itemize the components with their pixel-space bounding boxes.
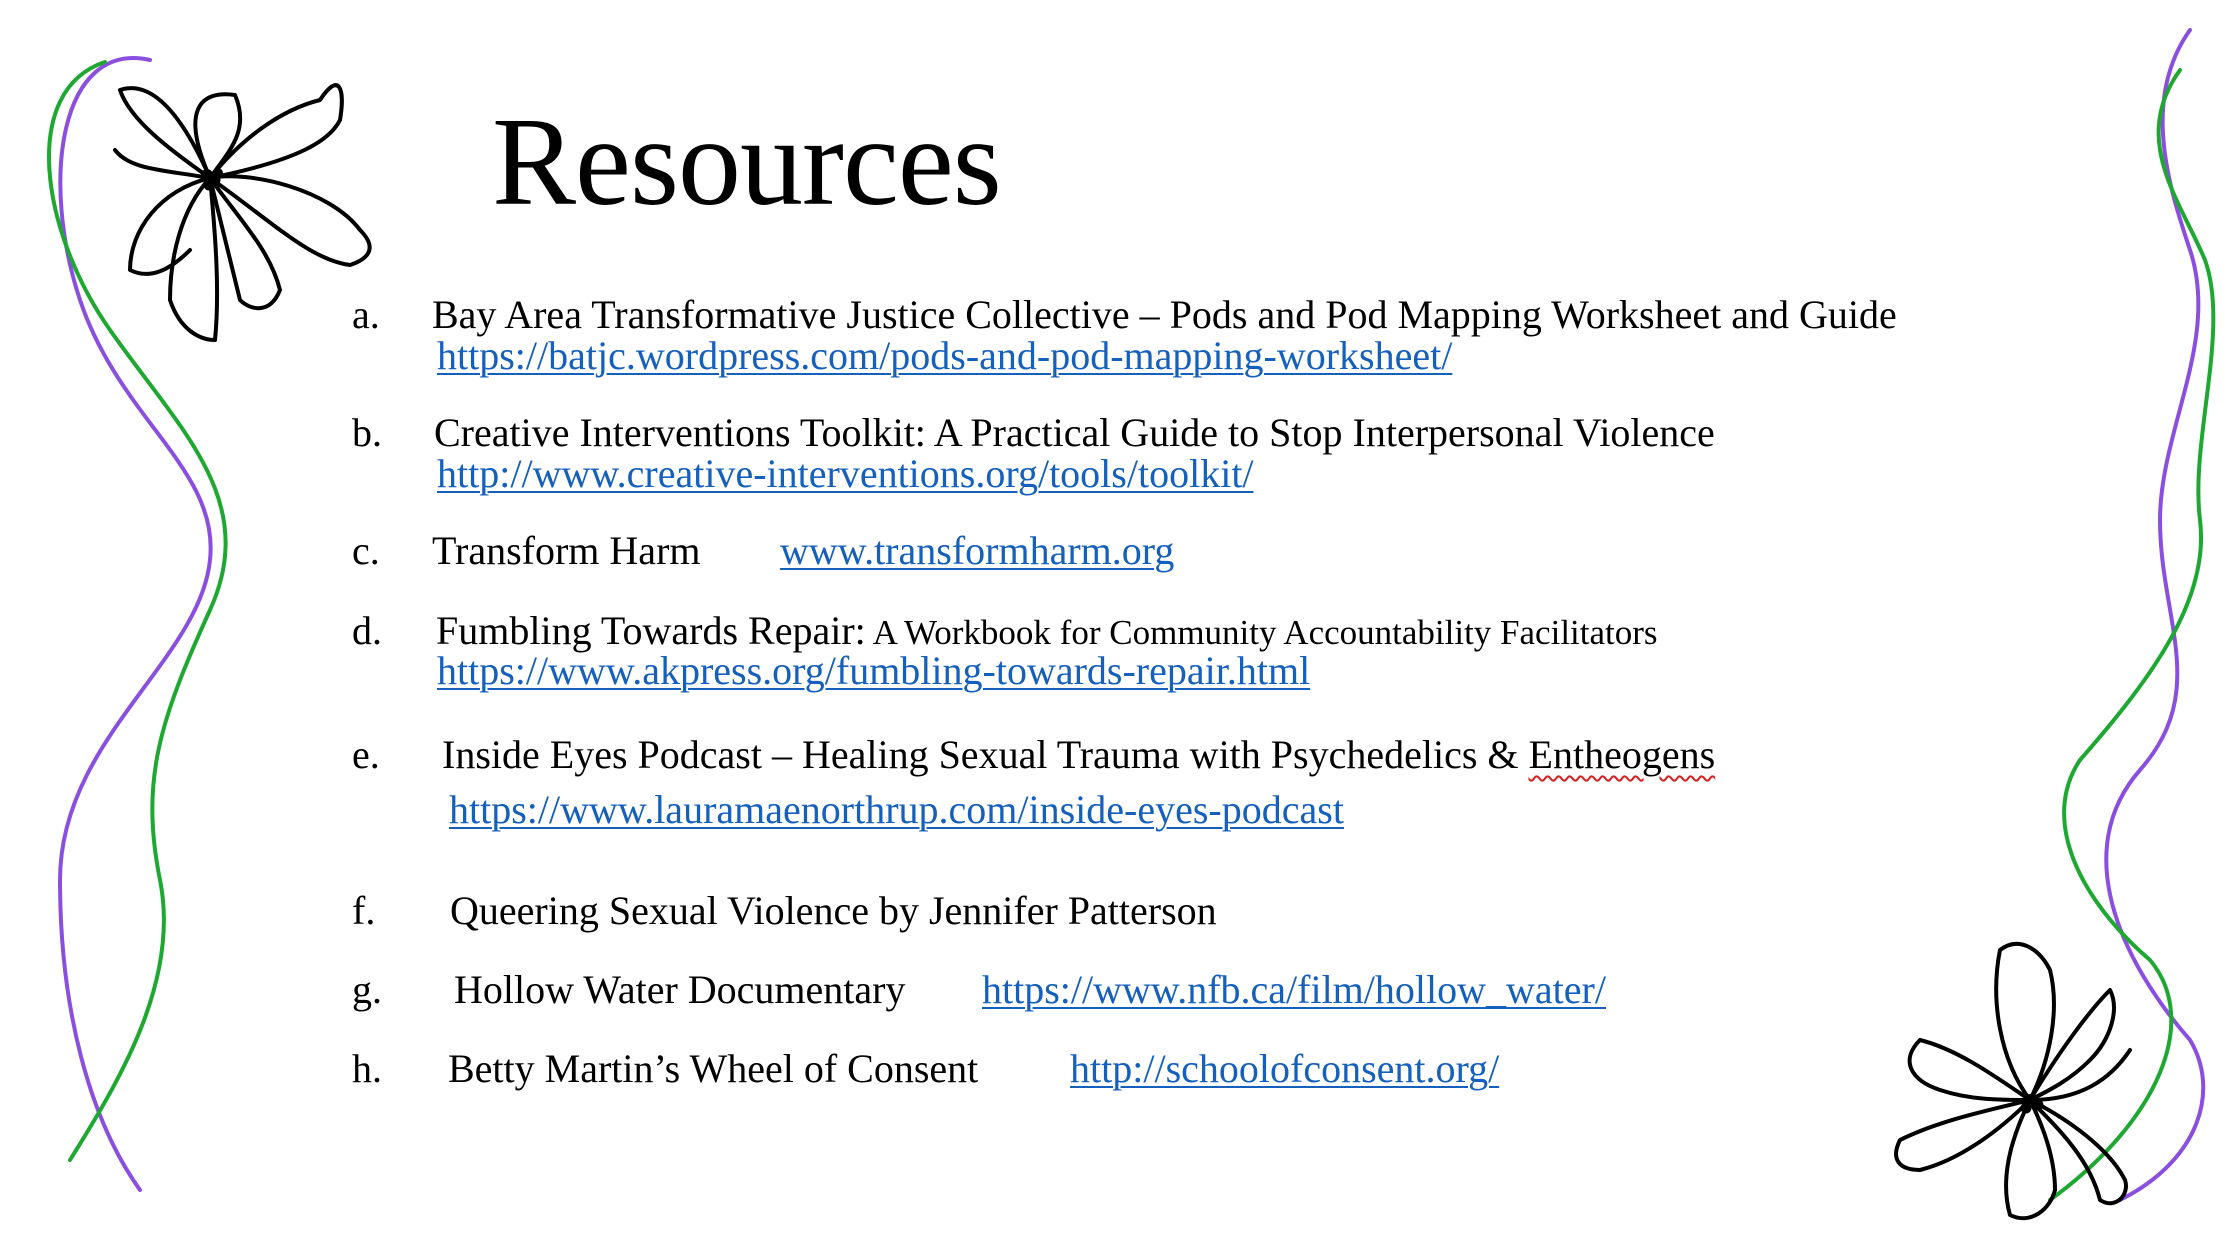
list-marker: f.	[352, 888, 376, 933]
resource-subtitle: A Workbook for Community Accountability Facilitators	[865, 613, 1658, 652]
resource-title-main: Fumbling Towards Repair:	[436, 608, 866, 653]
list-marker: b.	[352, 410, 382, 455]
resource-title: Queering Sexual Violence by Jennifer Patterson	[450, 888, 1217, 933]
resource-title: Bay Area Transformative Justice Collective – Pods and Pod Mapping Worksheet and Guide	[432, 292, 1897, 337]
flower-illustration-top-left	[115, 85, 370, 340]
resource-link[interactable]: https://www.akpress.org/fumbling-towards-repair.html	[437, 648, 1311, 693]
resource-title: Transform Harm	[432, 528, 701, 573]
resource-title-text: Inside Eyes Podcast – Healing Sexual Trauma with Psychedelics &	[442, 732, 1529, 777]
page-title: Resources	[492, 93, 1001, 232]
resource-title: Betty Martin’s Wheel of Consent	[448, 1046, 979, 1091]
list-marker: e.	[352, 732, 380, 777]
spellcheck-flagged-word: Entheogens	[1528, 732, 1716, 777]
list-marker: a.	[352, 292, 380, 337]
resource-title: Creative Interventions Toolkit: A Practical Guide to Stop Interpersonal Violence	[434, 410, 1715, 455]
flower-illustration-bottom-right	[1896, 944, 2130, 1218]
vine-decoration-right	[2050, 30, 2213, 1200]
resource-title	[442, 732, 1715, 778]
resource-link[interactable]: http://schoolofconsent.org/	[1070, 1046, 1500, 1091]
list-marker: h.	[352, 1046, 382, 1091]
resource-title: Hollow Water Documentary	[454, 967, 906, 1012]
resource-link[interactable]: www.transformharm.org	[780, 528, 1175, 573]
resource-link[interactable]: https://www.lauramaenorthrup.com/inside-eyes-podcast	[449, 787, 1344, 832]
resource-link[interactable]: https://batjc.wordpress.com/pods-and-pod-mapping-worksheet/	[437, 333, 1453, 378]
resource-link[interactable]: http://www.creative-interventions.org/tools/toolkit/	[437, 451, 1254, 496]
resource-link[interactable]: https://www.nfb.ca/film/hollow_water/	[982, 967, 1606, 1012]
list-marker: g.	[352, 967, 382, 1012]
list-marker: c.	[352, 528, 380, 573]
list-marker: d.	[352, 608, 382, 653]
vine-decoration-left	[49, 58, 226, 1190]
